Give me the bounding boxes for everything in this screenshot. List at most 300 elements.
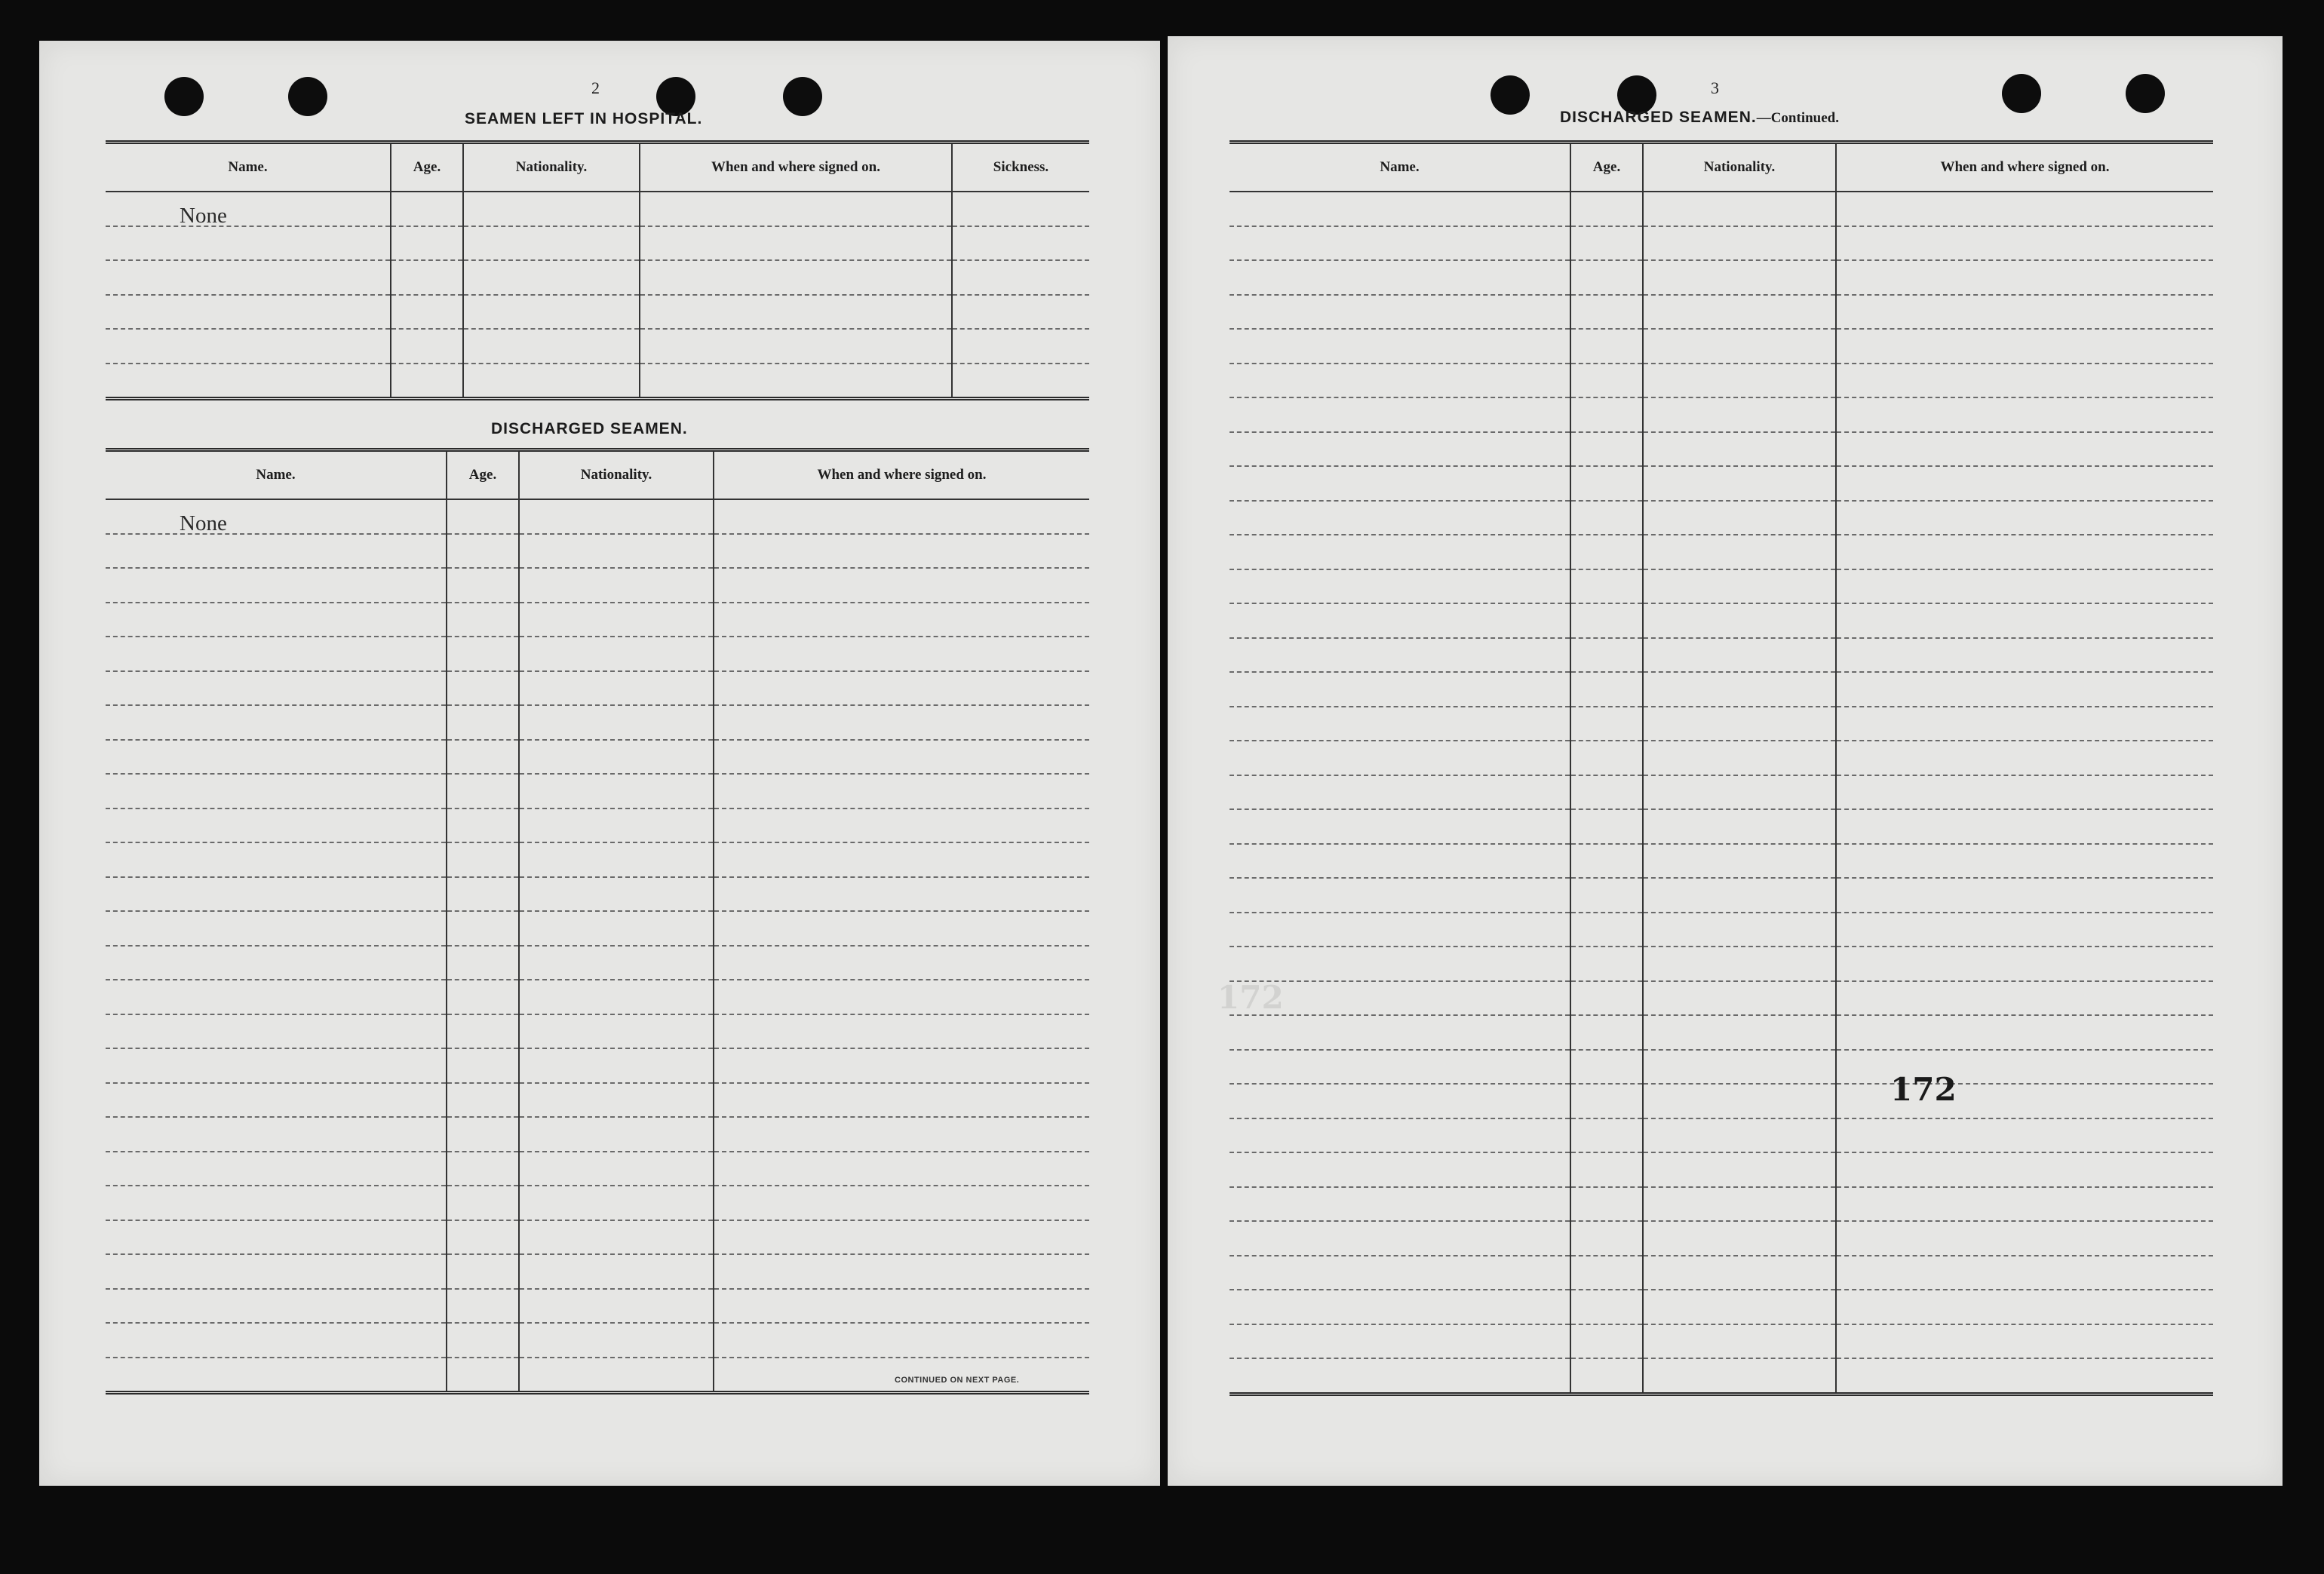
- table-cell: [391, 260, 463, 295]
- table-row: [1230, 397, 2213, 432]
- table-row: [1230, 569, 2213, 604]
- table-cell: [1643, 1050, 1836, 1085]
- column-header-nationality: Nationality.: [1643, 143, 1836, 192]
- table-cell: [1836, 638, 2213, 673]
- table-cell: [519, 1323, 714, 1358]
- table-row: [106, 842, 1089, 877]
- punch-hole: [783, 77, 822, 116]
- table-cell: [447, 1152, 519, 1186]
- continued-note: CONTINUED ON NEXT PAGE.: [895, 1376, 1020, 1385]
- cell-entry: [106, 1163, 180, 1187]
- table-cell: [463, 226, 640, 261]
- table-row: [106, 499, 1089, 534]
- table-cell: [1230, 192, 1570, 226]
- table-cell: [106, 260, 391, 295]
- table-row: [1230, 535, 2213, 569]
- table-cell: [1643, 1084, 1836, 1118]
- table-cell: [1570, 981, 1643, 1016]
- table-cell: [1230, 1256, 1570, 1290]
- table-cell: [714, 808, 1089, 843]
- column-header-signed-on: When and where signed on.: [1836, 143, 2213, 192]
- table-cell: [1230, 775, 1570, 810]
- title-main: DISCHARGED SEAMEN.: [1560, 109, 1757, 126]
- column-header-nationality: Nationality.: [519, 450, 714, 500]
- table-cell: [640, 295, 952, 330]
- table-cell: [1570, 1118, 1643, 1153]
- table-cell: [1836, 981, 2213, 1016]
- table-cell: [1643, 535, 1836, 569]
- table-cell: [391, 364, 463, 399]
- table-cell: [714, 774, 1089, 808]
- table-row: [106, 877, 1089, 912]
- cell-entry: [106, 820, 180, 844]
- table-cell: [1230, 364, 1570, 398]
- table-row: [106, 911, 1089, 946]
- table-cell: [447, 946, 519, 980]
- cell-entry: [106, 1198, 180, 1222]
- table-cell: [447, 671, 519, 706]
- table-cell: [447, 877, 519, 912]
- table-cell: [640, 364, 952, 399]
- table-cell: [1570, 501, 1643, 535]
- table-cell: [519, 1186, 714, 1220]
- table-cell: [447, 1048, 519, 1083]
- table-cell: [1230, 1290, 1570, 1324]
- table-cell: [640, 192, 952, 226]
- table-cell: [519, 1117, 714, 1152]
- table-cell: [1570, 295, 1643, 330]
- table-row: [106, 226, 1089, 261]
- table-cell: [1836, 603, 2213, 638]
- table-cell: [519, 499, 714, 534]
- table-cell: [1230, 1358, 1570, 1394]
- column-header-name: Name.: [106, 143, 391, 192]
- table-cell: [519, 1254, 714, 1289]
- table-cell: [1230, 226, 1570, 261]
- table-row: [1230, 672, 2213, 707]
- table-cell: [714, 877, 1089, 912]
- table-cell: [714, 1254, 1089, 1289]
- table-cell: [714, 1220, 1089, 1255]
- table-cell: [1230, 397, 1570, 432]
- table-cell: [447, 568, 519, 603]
- table-cell: [1643, 844, 1836, 879]
- table-cell: [447, 911, 519, 946]
- cell-entry: [106, 855, 180, 879]
- table-cell: [1643, 1358, 1836, 1394]
- table-cell: [391, 295, 463, 330]
- table-cell: [447, 1117, 519, 1152]
- table-cell: [1230, 672, 1570, 707]
- table-cell: [1570, 638, 1643, 673]
- table-cell: [1230, 1152, 1570, 1187]
- table-cell: [1570, 364, 1643, 398]
- table-cell: [463, 329, 640, 364]
- table-row: [1230, 844, 2213, 879]
- table-cell: [714, 568, 1089, 603]
- table-cell: [1570, 192, 1643, 226]
- table-row: [1230, 947, 2213, 981]
- table-row: [106, 192, 1089, 226]
- table-row: [1230, 878, 2213, 913]
- table-cell: [1230, 638, 1570, 673]
- cell-entry: [106, 1300, 180, 1324]
- table-row: [106, 1289, 1089, 1324]
- table-cell: [106, 911, 447, 946]
- cell-entry: [106, 1094, 180, 1118]
- table-cell: [1643, 329, 1836, 364]
- title-suffix: —Continued.: [1756, 110, 1839, 126]
- column-header-age: Age.: [1570, 143, 1643, 192]
- table-cell: [1570, 603, 1643, 638]
- table-cell: [106, 1152, 447, 1186]
- page-number: 2: [591, 78, 600, 97]
- table-cell: [463, 192, 640, 226]
- table-cell: [1570, 1050, 1643, 1085]
- table-row: [1230, 1358, 2213, 1394]
- table-row: [1230, 981, 2213, 1016]
- table-row: [1230, 1084, 2213, 1118]
- table-cell: [519, 568, 714, 603]
- table-cell: [447, 603, 519, 637]
- cell-entry: [106, 238, 180, 262]
- table-row: [1230, 329, 2213, 364]
- table-cell: [1570, 1290, 1643, 1324]
- table-cell: [106, 1323, 447, 1358]
- table-cell: [1836, 226, 2213, 261]
- table-cell: [1230, 501, 1570, 535]
- table-cell: [447, 637, 519, 671]
- table-row: [106, 1323, 1089, 1358]
- table-cell: [1836, 1358, 2213, 1394]
- table-cell: [640, 260, 952, 295]
- cell-entry: [106, 1060, 180, 1085]
- table-row: [1230, 1290, 2213, 1324]
- table-cell: [447, 980, 519, 1014]
- cell-entry: [106, 1335, 180, 1359]
- table-cell: [519, 637, 714, 671]
- table-cell: [1230, 432, 1570, 467]
- table-cell: [519, 740, 714, 775]
- column-header-sickness: Sickness.: [952, 143, 1089, 192]
- table-cell: [106, 1083, 447, 1118]
- table-row: [106, 1014, 1089, 1049]
- table-cell: [1643, 707, 1836, 741]
- table-row: [106, 740, 1089, 775]
- table-cell: [1570, 569, 1643, 604]
- table-cell: [1570, 1187, 1643, 1222]
- table-cell: [1643, 501, 1836, 535]
- table-cell: [519, 1220, 714, 1255]
- table-row: [106, 329, 1089, 364]
- table-cell: [447, 1083, 519, 1118]
- table-row: [1230, 1015, 2213, 1050]
- table-cell: [463, 260, 640, 295]
- table-row: [1230, 1221, 2213, 1256]
- table-cell: [519, 1152, 714, 1186]
- table-cell: [106, 671, 447, 706]
- table-cell: [106, 1358, 447, 1393]
- table-row: [106, 295, 1089, 330]
- table-cell: [1836, 809, 2213, 844]
- cell-entry: [106, 992, 180, 1016]
- cell-entry: None: [180, 511, 227, 535]
- table-cell: [106, 1048, 447, 1083]
- table-cell: [1836, 1187, 2213, 1222]
- table-cell: [1643, 809, 1836, 844]
- table-cell: [952, 295, 1089, 330]
- punch-hole: [1490, 75, 1530, 115]
- table-cell: [106, 329, 391, 364]
- table-cell: [714, 1014, 1089, 1049]
- table-cell: [519, 534, 714, 569]
- table-row: [1230, 913, 2213, 947]
- table-cell: [1643, 1118, 1836, 1153]
- table-cell: [106, 603, 447, 637]
- table-cell: [1836, 844, 2213, 879]
- table-cell: [447, 534, 519, 569]
- table-cell: [1643, 913, 1836, 947]
- table-cell: [106, 499, 447, 534]
- hospital-table-body: [106, 192, 1089, 399]
- table-cell: [1570, 1084, 1643, 1118]
- table-cell: [714, 1289, 1089, 1324]
- table-cell: [1836, 569, 2213, 604]
- table-cell: [1570, 397, 1643, 432]
- table-cell: [519, 808, 714, 843]
- hospital-section-title: SEAMEN LEFT IN HOSPITAL.: [465, 110, 703, 127]
- table-cell: [1230, 295, 1570, 330]
- cell-entry: [106, 1129, 180, 1153]
- table-row: [106, 1048, 1089, 1083]
- cell-entry: None: [180, 203, 227, 228]
- cell-entry: [106, 272, 180, 296]
- table-row: [106, 534, 1089, 569]
- table-cell: [391, 192, 463, 226]
- table-cell: [447, 1254, 519, 1289]
- cell-entry: [106, 1232, 180, 1256]
- discharged-continued-table: [1230, 140, 2213, 1396]
- table-cell: [519, 671, 714, 706]
- table-cell: [106, 705, 447, 740]
- stamped-page-number: 172: [1890, 1071, 1957, 1108]
- table-cell: [1570, 260, 1643, 295]
- table-cell: [1230, 1187, 1570, 1222]
- table-cell: [519, 1048, 714, 1083]
- table-cell: [1836, 535, 2213, 569]
- table-cell: [106, 946, 447, 980]
- table-cell: [1570, 1358, 1643, 1394]
- table-cell: [1230, 1324, 1570, 1359]
- table-cell: [1643, 878, 1836, 913]
- table-cell: [519, 1083, 714, 1118]
- table-cell: [447, 842, 519, 877]
- table-row: [106, 637, 1089, 671]
- table-cell: [1570, 226, 1643, 261]
- table-cell: [1230, 707, 1570, 741]
- table-cell: [447, 1358, 519, 1393]
- table-cell: [1643, 603, 1836, 638]
- table-cell: [1836, 775, 2213, 810]
- discharged-table-body: [106, 499, 1089, 1393]
- table-cell: [519, 774, 714, 808]
- table-cell: [1643, 775, 1836, 810]
- table-row: [106, 1186, 1089, 1220]
- cell-entry: [106, 1266, 180, 1290]
- table-row: [1230, 775, 2213, 810]
- table-cell: [1570, 707, 1643, 741]
- cell-entry: [106, 341, 180, 365]
- table-row: [1230, 638, 2213, 673]
- continued-table-body: [1230, 192, 2213, 1394]
- table-cell: [106, 1220, 447, 1255]
- table-cell: [1570, 741, 1643, 775]
- table-cell: [1836, 1152, 2213, 1187]
- table-cell: [447, 740, 519, 775]
- cell-entry: [106, 580, 180, 604]
- table-cell: [640, 329, 952, 364]
- table-cell: [447, 1186, 519, 1220]
- table-cell: [1643, 1290, 1836, 1324]
- table-cell: [1230, 329, 1570, 364]
- table-cell: [106, 192, 391, 226]
- table-cell: [714, 603, 1089, 637]
- table-cell: [1836, 1324, 2213, 1359]
- table-row: [106, 568, 1089, 603]
- table-cell: [952, 192, 1089, 226]
- table-cell: [1230, 947, 1570, 981]
- cell-entry: [106, 957, 180, 981]
- table-cell: [1570, 1221, 1643, 1256]
- bleed-through-number: 172: [1217, 979, 1284, 1016]
- table-row: [1230, 603, 2213, 638]
- table-row: [106, 260, 1089, 295]
- table-cell: [447, 1323, 519, 1358]
- table-cell: [714, 1083, 1089, 1118]
- table-cell: [106, 1254, 447, 1289]
- table-cell: [447, 1289, 519, 1324]
- table-cell: [714, 911, 1089, 946]
- table-cell: [106, 842, 447, 877]
- column-header-nationality: Nationality.: [463, 143, 640, 192]
- table-cell: [714, 1152, 1089, 1186]
- table-cell: [714, 671, 1089, 706]
- table-cell: [1836, 1221, 2213, 1256]
- table-row: [106, 1254, 1089, 1289]
- table-row: [106, 671, 1089, 706]
- table-cell: [1643, 1256, 1836, 1290]
- table-cell: [1230, 1221, 1570, 1256]
- table-cell: [1570, 329, 1643, 364]
- table-cell: [447, 774, 519, 808]
- left-page: [39, 41, 1160, 1486]
- table-cell: [447, 1014, 519, 1049]
- cell-entry: [106, 1026, 180, 1050]
- table-cell: [1570, 466, 1643, 501]
- table-row: [1230, 501, 2213, 535]
- table-cell: [1643, 192, 1836, 226]
- table-cell: [1230, 1084, 1570, 1118]
- column-header-name: Name.: [1230, 143, 1570, 192]
- table-cell: [714, 842, 1089, 877]
- table-cell: [1836, 192, 2213, 226]
- cell-entry: [106, 1369, 180, 1393]
- table-cell: [1643, 466, 1836, 501]
- table-cell: [463, 295, 640, 330]
- table-row: [1230, 1118, 2213, 1153]
- table-cell: [106, 808, 447, 843]
- table-cell: [1230, 878, 1570, 913]
- table-cell: [714, 499, 1089, 534]
- table-cell: [106, 637, 447, 671]
- table-cell: [447, 499, 519, 534]
- table-cell: [1230, 603, 1570, 638]
- table-cell: [1230, 535, 1570, 569]
- table-row: [1230, 432, 2213, 467]
- table-cell: [1836, 707, 2213, 741]
- table-cell: [106, 980, 447, 1014]
- table-cell: [463, 364, 640, 399]
- table-cell: [1643, 260, 1836, 295]
- table-cell: [447, 705, 519, 740]
- table-row: [1230, 707, 2213, 741]
- table-cell: [1836, 501, 2213, 535]
- table-cell: [1643, 364, 1836, 398]
- table-cell: [1570, 775, 1643, 810]
- table-cell: [714, 1117, 1089, 1152]
- table-cell: [1643, 1152, 1836, 1187]
- table-cell: [714, 740, 1089, 775]
- table-row: [106, 1083, 1089, 1118]
- discharged-header-row: [106, 450, 1089, 500]
- table-cell: [391, 329, 463, 364]
- table-cell: [1230, 1118, 1570, 1153]
- table-cell: [952, 260, 1089, 295]
- table-row: [1230, 1256, 2213, 1290]
- table-row: [1230, 295, 2213, 330]
- table-cell: [106, 364, 391, 399]
- table-row: [1230, 1152, 2213, 1187]
- table-row: [106, 946, 1089, 980]
- table-row: [106, 980, 1089, 1014]
- table-cell: [106, 568, 447, 603]
- punch-hole: [2126, 74, 2165, 113]
- table-cell: [1570, 1324, 1643, 1359]
- table-cell: [519, 911, 714, 946]
- table-cell: [714, 637, 1089, 671]
- table-row: [1230, 466, 2213, 501]
- table-cell: [1230, 466, 1570, 501]
- table-row: [1230, 1050, 2213, 1085]
- table-cell: [519, 842, 714, 877]
- page-number: 3: [1711, 78, 1719, 97]
- table-cell: [714, 1048, 1089, 1083]
- table-cell: [1230, 569, 1570, 604]
- table-cell: [1643, 1221, 1836, 1256]
- table-cell: [952, 226, 1089, 261]
- table-cell: [447, 1220, 519, 1255]
- table-cell: [1836, 1015, 2213, 1050]
- table-row: [106, 603, 1089, 637]
- table-cell: [106, 226, 391, 261]
- table-cell: [1230, 1015, 1570, 1050]
- table-row: [106, 1152, 1089, 1186]
- table-cell: [106, 877, 447, 912]
- table-cell: [1570, 535, 1643, 569]
- table-cell: [1836, 913, 2213, 947]
- cell-entry: [106, 786, 180, 810]
- table-cell: [1230, 844, 1570, 879]
